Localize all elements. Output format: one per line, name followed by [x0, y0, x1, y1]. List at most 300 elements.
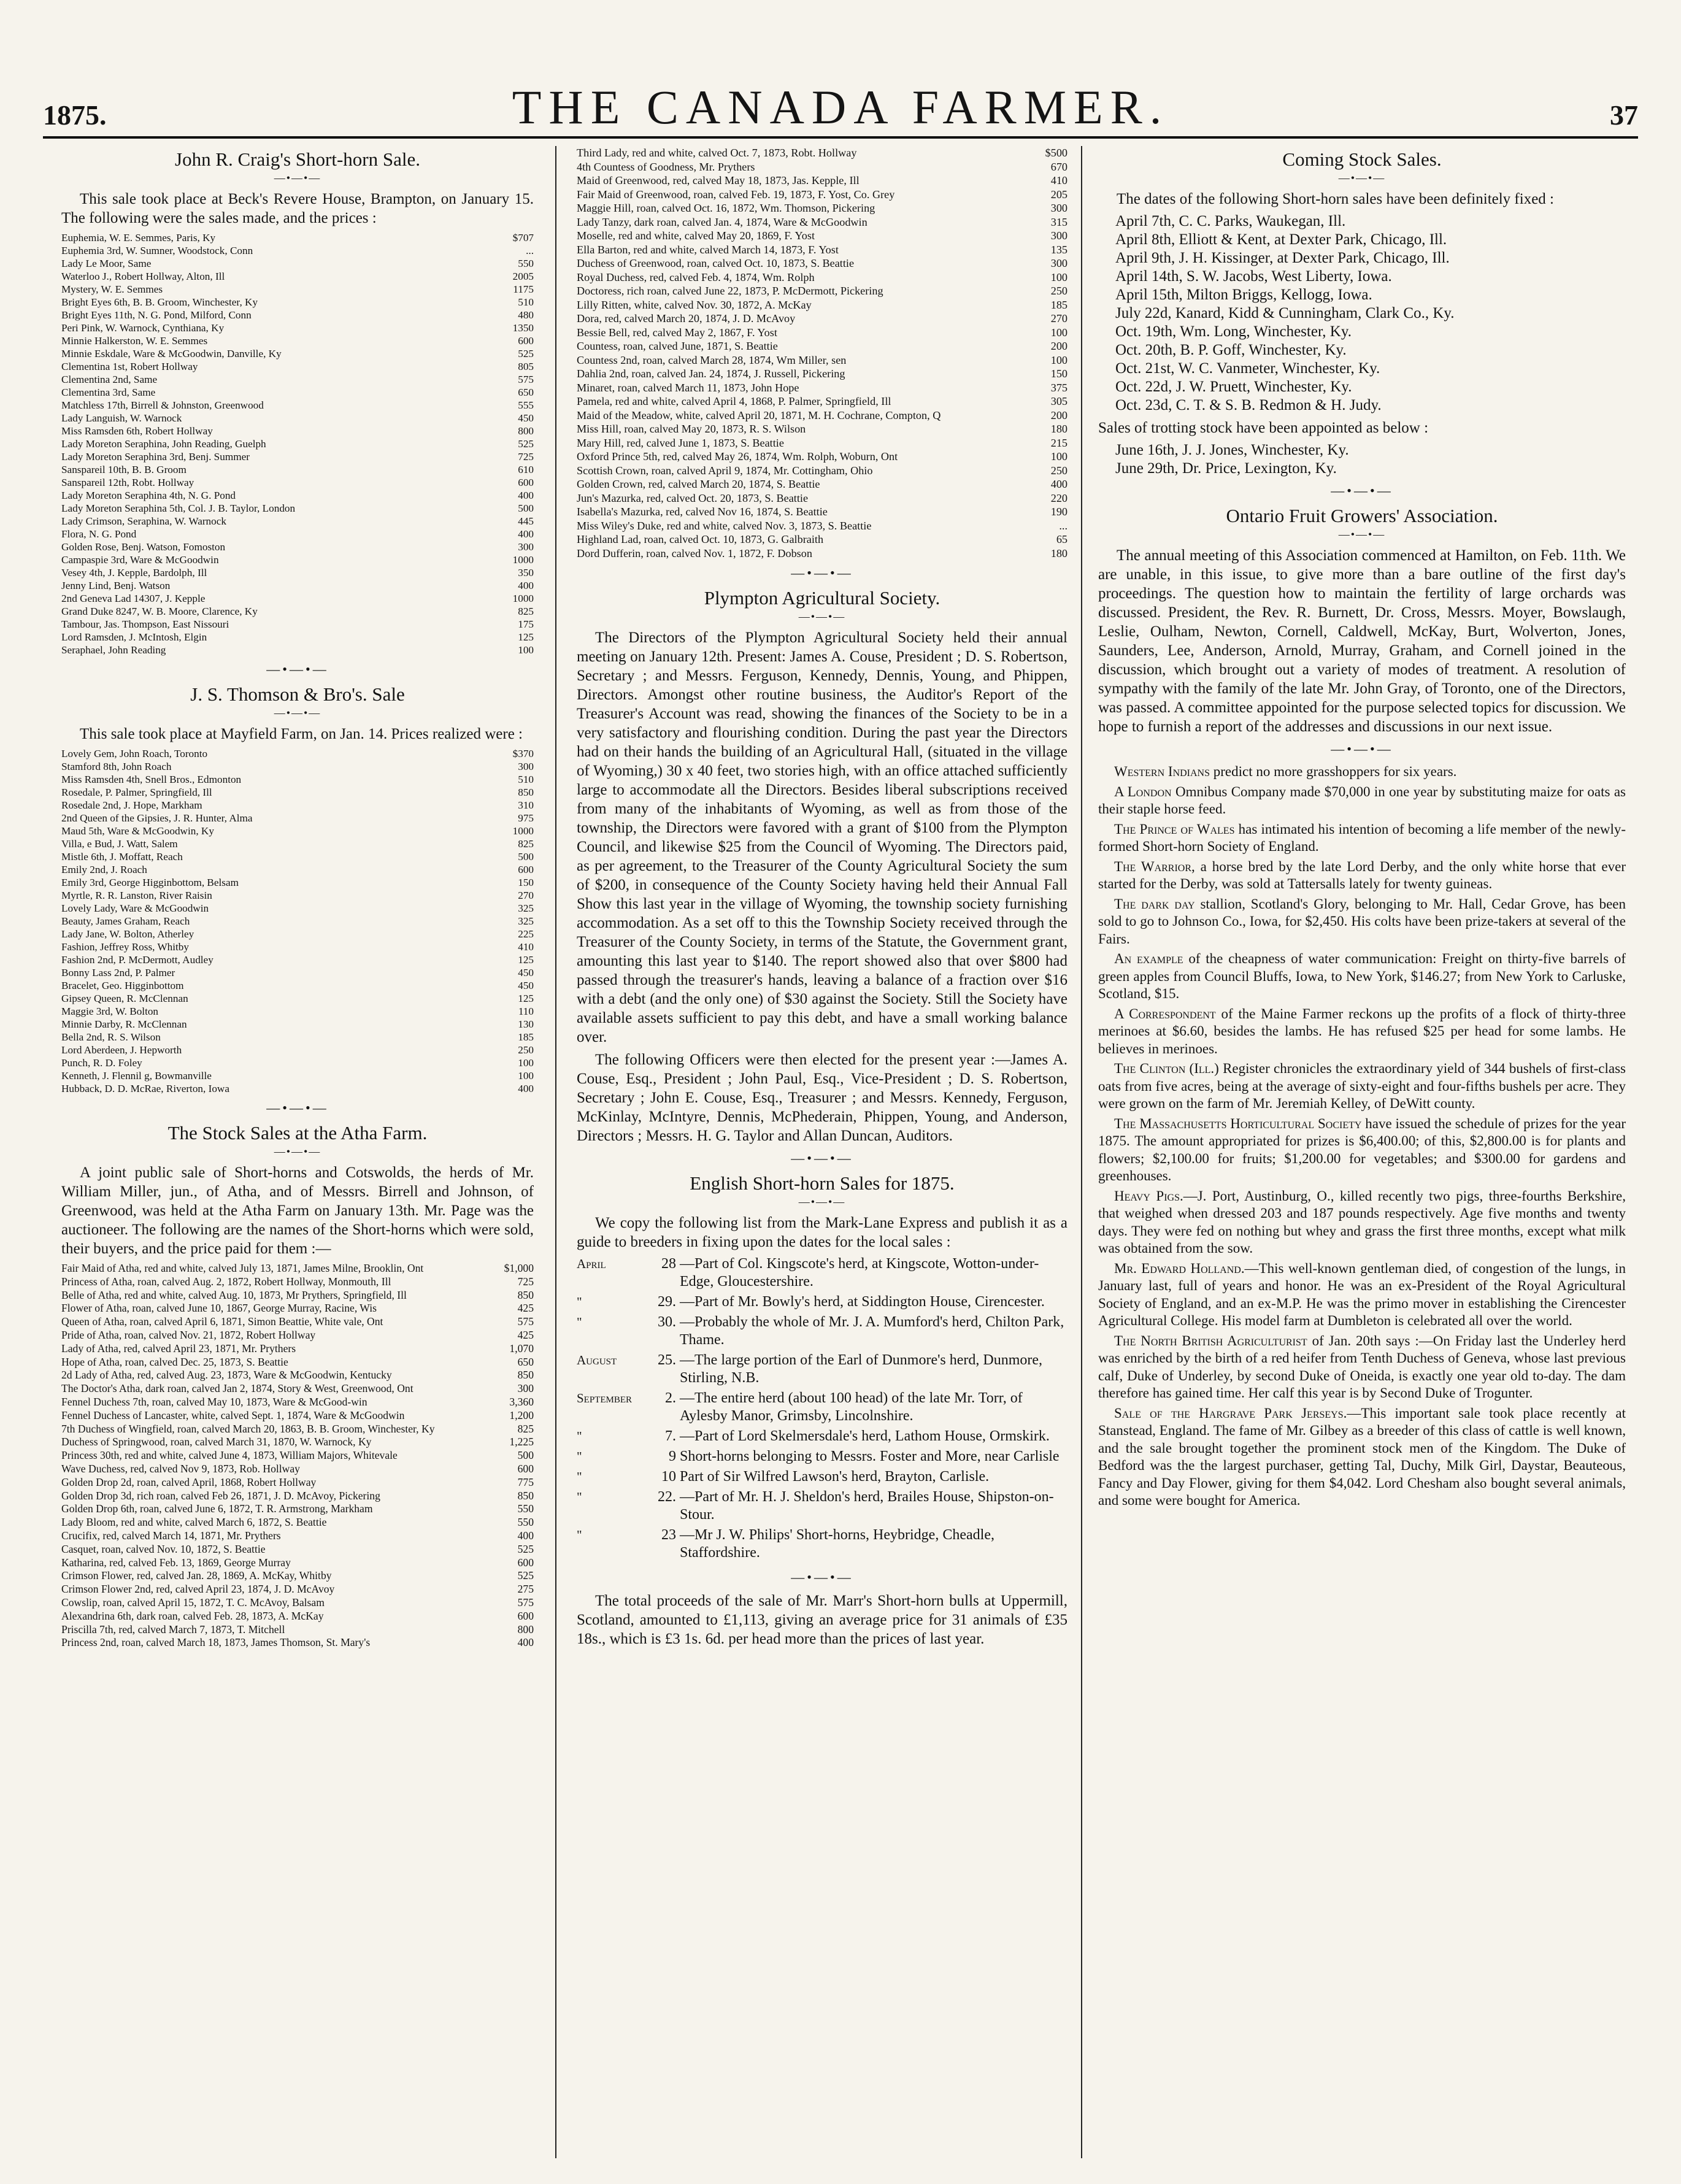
lot-description: 4th Countess of Goodness, Mr. Prythers [577, 160, 755, 173]
lot-description: Matchless 17th, Birrell & Johnston, Greenwood [61, 399, 264, 411]
lot-row [61, 1289, 534, 1302]
lot-description: Jun's Mazurka, red, calved Oct. 20, 1873, S. Beattie [577, 491, 809, 504]
lot-price: 225 [518, 928, 534, 940]
sale-date-row [577, 1448, 1067, 1468]
lot-description: Tambour, Jas. Thompson, East Nissouri [61, 618, 229, 630]
lot-price: 180 [1050, 423, 1067, 435]
sale-date-row [577, 1255, 1067, 1293]
lot-price: 600 [517, 1556, 534, 1569]
lot-row [577, 256, 1067, 271]
lot-row [61, 940, 534, 953]
lot-description: Countess 2nd, roan, calved March 28, 1874, Wm Miller, sen [577, 353, 847, 366]
lot-description: Punch, R. D. Foley [61, 1057, 142, 1069]
news-note [1098, 950, 1626, 1003]
lot-description: 2d Lady of Atha, red, calved Aug. 23, 1873, Ware & McGoodwin, Kentucky [61, 1369, 392, 1382]
news-note [1098, 1332, 1626, 1402]
sale-description: —Part of Lord Skelmersdale's herd, Lathom House, Ormskirk. [680, 1428, 1050, 1444]
column-3 [1098, 146, 1626, 2152]
lot-price: 850 [517, 1369, 534, 1382]
lot-price: 270 [1050, 312, 1067, 325]
lot-price: 550 [517, 1516, 534, 1529]
lot-row [577, 201, 1067, 215]
lot-row [61, 1315, 534, 1329]
lot-row [61, 321, 534, 334]
lot-price: 150 [1050, 367, 1067, 380]
lot-description: Dahlia 2nd, roan, calved Jan. 24, 1874, J. Russell, Pickering [577, 367, 845, 380]
sale-date-row [577, 1352, 1067, 1390]
lot-row [61, 463, 534, 476]
ornament: —•—•— [798, 610, 846, 623]
lot-description: Lovely Gem, John Roach, Toronto [61, 748, 208, 759]
lot-description: Peri Pink, W. Warnock, Cynthiana, Ky [61, 322, 225, 334]
news-note [1098, 1060, 1626, 1113]
lot-price: $500 [1045, 147, 1067, 159]
lot-description: Miss Ramsden 4th, Snell Bros., Edmonton [61, 774, 242, 785]
scheduled-sale: Oct. 19th, Wm. Long, Winchester, Ky. [1115, 323, 1352, 340]
lot-row [61, 1329, 534, 1342]
lot-row [61, 979, 534, 992]
lot-price: 125 [518, 954, 534, 966]
lot-description: Clementina 3rd, Same [61, 386, 156, 398]
lot-description: Bright Eyes 6th, B. B. Groom, Winchester, Ky [61, 296, 258, 308]
page-number: 37 [1610, 99, 1638, 131]
lot-description: Lord Aberdeen, J. Hepworth [61, 1044, 182, 1056]
lot-row [61, 605, 534, 618]
ornament: —•—•— [1331, 483, 1393, 498]
ontario-title: Ontario Fruit Growers' Association. [1226, 505, 1498, 526]
lot-description: Crimson Flower 2nd, red, calved April 23, 1874, J. D. McAvoy [61, 1583, 335, 1596]
lot-price: 600 [517, 1609, 534, 1622]
lot-description: Jenny Lind, Benj. Watson [61, 580, 171, 591]
note-lead: Heavy Pigs. [1114, 1188, 1183, 1204]
lot-description: Lady Tanzy, dark roan, calved Jan. 4, 1874, Ware & McGoodwin [577, 215, 867, 228]
lot-row [577, 339, 1067, 353]
lot-description: Katharina, red, calved Feb. 13, 1869, George Murray [61, 1556, 291, 1569]
lot-description: Wave Duchess, red, calved Nov 9, 1873, Rob. Hollway [61, 1462, 300, 1475]
lot-price: 1000 [512, 593, 534, 604]
lot-description: Lady Moreton Seraphina, John Reading, Guelph [61, 438, 266, 450]
sale-description: Part of Sir Wilfred Lawson's herd, Brayton, Carlisle. [680, 1469, 990, 1485]
scheduled-sale: Oct. 23d, C. T. & S. B. Redmon & H. Judy. [1115, 397, 1382, 413]
note-text: —J. Port, Austinburg, O., killed recently two pigs, three-fourths Berkshire, that weighed when dressed 203 and 187 pounds respectively. Age five months and twenty days. They were fed on nothing but whey and grass the first three months, except what milk was obtained from the sow. [1098, 1188, 1626, 1256]
lot-description: Myrtle, R. R. Lanston, River Raisin [61, 890, 212, 901]
news-note [1098, 1005, 1626, 1058]
lot-description: Crucifix, red, calved March 14, 1871, Mr. Prythers [61, 1529, 281, 1542]
lot-price: 125 [518, 993, 534, 1004]
lot-description: Princess of Atha, roan, calved Aug. 2, 1872, Robert Hollway, Monmouth, Ill [61, 1275, 391, 1288]
atha-lot-list [61, 1262, 534, 1650]
lot-price: 300 [1050, 229, 1067, 242]
sale-description: Short-horns belonging to Messrs. Foster and More, near Carlisle [680, 1448, 1060, 1464]
lot-row [61, 618, 534, 631]
lot-row [61, 489, 534, 502]
lot-row [577, 477, 1067, 491]
lot-price: 850 [517, 1288, 534, 1301]
lot-description: Lady of Atha, red, calved April 23, 1871, Mr. Prythers [61, 1342, 296, 1355]
lot-description: Lady Moreton Seraphina 5th, Col. J. B. Taylor, London [61, 502, 296, 514]
lot-row [61, 1018, 534, 1031]
sale-description: —Mr J. W. Philips' Short-horns, Heybridge, Cheadle, Staffordshire. [680, 1527, 994, 1561]
lot-price: 1,200 [509, 1409, 534, 1421]
sale-description: —Part of Mr. Bowly's herd, at Siddington House, Cirencester. [680, 1294, 1045, 1310]
note-text: , a horse bred by the late Lord Derby, and the only white horse that ever started for the Derby, was sold at Tattersalls lately for twenty guineas. [1098, 858, 1626, 891]
lot-description: Vesey 4th, J. Kepple, Bardolph, Ill [61, 567, 207, 579]
note-text: Omnibus Company made $70,000 in one year by substituting maize for oats as their staple horse feed. [1098, 783, 1626, 817]
thomson-intro: This sale took place at Mayfield Farm, on Jan. 14. Prices realized were : [80, 726, 523, 742]
lot-description: Rosedale, P. Palmer, Springfield, Ill [61, 786, 212, 798]
sale-day: 28 [661, 1256, 676, 1272]
thomson-lot-list [61, 747, 534, 1095]
lot-row [61, 1342, 534, 1356]
sale-date-row [577, 1526, 1067, 1564]
lot-row [61, 786, 534, 799]
lot-description: Maggie Hill, roan, calved Oct. 16, 1872, Wm. Thomson, Pickering [577, 202, 875, 214]
lot-price: 425 [517, 1328, 534, 1341]
lot-price: 805 [518, 361, 534, 372]
atha-lot-list-continued [577, 146, 1067, 560]
scheduled-sale: June 29th, Dr. Price, Lexington, Ky. [1115, 460, 1337, 477]
sale-month: " [577, 1528, 582, 1542]
sale-day: 23 [661, 1527, 676, 1543]
lot-row [61, 360, 534, 373]
note-text: stallion, Scotland's Glory, belonging to Mr. Hall, Cedar Grove, has been sold to go to Johnson Co., Iowa, for $2,450. His colts have been prize-takers at several of the Fairs. [1098, 896, 1626, 947]
english-sales-table [577, 1255, 1067, 1564]
scheduled-sale: April 14th, S. W. Jacobs, West Liberty, Iowa. [1115, 268, 1392, 285]
lot-description: Duchess of Greenwood, roan, calved Oct. 10, 1873, S. Beattie [577, 257, 855, 269]
lot-description: Third Lady, red and white, calved Oct. 7, 1873, Robt. Hollway [577, 147, 857, 159]
lot-description: Casquet, roan, calved Nov. 10, 1872, S. Beattie [61, 1542, 266, 1555]
lot-description: Euphemia 3rd, W. Sumner, Woodstock, Conn [61, 245, 253, 256]
lot-price: 150 [518, 877, 534, 888]
ontario-paragraph: The annual meeting of this Association commenced at Hamilton, on Feb. 11th. We are unable, in this issue, to give more than a bare outline of the first day's proceedings. The question how to maintain the fertility of large orchards was discussed. President, the Rev. R. Burnett, Dr. Cross, Messrs. Moyer, Bowslaugh, Leslie, Oulham, Newton, Cornell, Caldwell, McKay, Burt, Wolverton, Jones, Saunders, Lee, Anderson, Arnold, Murray, Graham, and Cornell joined in the discussion, which brought out a variety of modes of treatment. A resolution of sympathy with the family of the late Mr. John Gray, of Toronto, one of the Directors, was passed. A committee appointed for the purpose selected topics for discussion. We hope to furnish a report of the addresses and discussions in our next issue. [1098, 547, 1626, 735]
note-text: has intimated his intention of becoming a life member of the newly-formed Short-horn Society of England. [1098, 821, 1626, 854]
lot-row [577, 188, 1067, 202]
lot-price: 375 [1050, 381, 1067, 394]
news-note [1098, 1260, 1626, 1330]
lot-price: 125 [518, 631, 534, 643]
lot-price: 100 [1050, 326, 1067, 339]
lot-description: Grand Duke 8247, W. B. Moore, Clarence, Ky [61, 606, 258, 617]
lot-row [577, 243, 1067, 257]
lot-row [577, 326, 1067, 340]
lot-price: 180 [1050, 547, 1067, 559]
lot-price: 575 [517, 1596, 534, 1609]
lot-description: Maggie 3rd, W. Bolton [61, 1005, 159, 1017]
lot-price: 110 [518, 1005, 534, 1017]
column-divider [1081, 146, 1082, 2158]
lot-row [61, 1596, 534, 1610]
lot-description: Dord Dufferin, roan, calved Nov. 1, 1872, F. Dobson [577, 547, 812, 559]
lot-row [61, 631, 534, 644]
lot-price: 325 [518, 902, 534, 914]
column-1 [61, 146, 534, 2152]
lot-description: Lovely Lady, Ware & McGoodwin [61, 902, 209, 914]
lot-description: Lady Languish, W. Warnock [61, 412, 182, 424]
lot-row [61, 1543, 534, 1556]
lot-price: 510 [518, 296, 534, 308]
note-lead: An example [1114, 951, 1183, 966]
lot-description: Golden Drop 6th, roan, calved June 6, 1872, T. R. Armstrong, Markham [61, 1502, 373, 1515]
lot-description: Mystery, W. E. Semmes [61, 283, 163, 295]
lot-row [577, 547, 1067, 561]
lot-row [577, 450, 1067, 464]
lot-price: 450 [518, 412, 534, 424]
lot-row [61, 1031, 534, 1044]
lot-row [577, 160, 1067, 174]
lot-price: 400 [1050, 478, 1067, 490]
scheduled-sale: July 22d, Kanard, Kidd & Cunningham, Clark Co., Ky. [1115, 305, 1455, 321]
english-sales-title: English Short-horn Sales for 1875. [690, 1172, 955, 1194]
sale-month: " [577, 1449, 582, 1464]
lot-price: 600 [517, 1462, 534, 1475]
english-intro: We copy the following list from the Mark-Lane Express and publish it as a guide to breeders in fixing upon the dates for the local sales : [577, 1215, 1067, 1250]
sale-description: —Part of Col. Kingscote's herd, at Kingscote, Wotton-under-Edge, Gloucestershire. [680, 1256, 1039, 1290]
lot-description: Fair Maid of Greenwood, roan, calved Feb. 19, 1873, F. Yost, Co. Grey [577, 188, 895, 201]
lot-row [61, 528, 534, 540]
lot-row [61, 1610, 534, 1623]
sale-day: 30. [658, 1314, 676, 1330]
lot-price: 850 [518, 786, 534, 798]
lot-price: 600 [518, 477, 534, 488]
lot-description: Lady Bloom, red and white, calved March 6, 1872, S. Beattie [61, 1516, 327, 1529]
scheduled-sale: April 8th, Elliott & Kent, at Dexter Park, Chicago, Ill. [1115, 231, 1447, 248]
lot-price: 400 [518, 580, 534, 591]
scheduled-sale: Oct. 21st, W. C. Vanmeter, Winchester, Ky. [1115, 360, 1380, 377]
lot-row [577, 394, 1067, 409]
lot-row [577, 367, 1067, 381]
sale-description: —The entire herd (about 100 head) of the late Mr. Torr, of Aylesby Manor, Grimsby, Lincolnshire. [680, 1390, 1023, 1424]
lot-description: Hubback, D. D. McRae, Riverton, Iowa [61, 1083, 229, 1094]
lot-price: 1000 [512, 825, 534, 837]
lot-description: Bella 2nd, R. S. Wilson [61, 1031, 161, 1043]
lot-description: Princess 2nd, roan, calved March 18, 1873, James Thomson, St. Mary's [61, 1636, 371, 1649]
lot-description: 2nd Queen of the Gipsies, J. R. Hunter, Alma [61, 812, 253, 824]
lot-row [61, 915, 534, 928]
lot-price: 450 [518, 980, 534, 991]
lot-price: 185 [518, 1031, 534, 1043]
lot-row [61, 1069, 534, 1082]
lot-price: 525 [517, 1542, 534, 1555]
lot-description: Moselle, red and white, calved May 20, 1869, F. Yost [577, 229, 815, 242]
ornament: —•—•— [791, 1569, 853, 1585]
lot-description: Villa, e Bud, J. Watt, Salem [61, 838, 178, 850]
news-note [1098, 821, 1626, 856]
lot-row [577, 505, 1067, 519]
lot-price: 825 [518, 838, 534, 850]
sale-month: " [577, 1429, 582, 1444]
sale-day: 2. [665, 1390, 676, 1406]
note-lead: Sale of the Hargrave Park Jerseys. [1114, 1405, 1347, 1421]
sale-day: 10 [661, 1469, 676, 1485]
lot-price: 175 [518, 618, 534, 630]
lot-price: 130 [518, 1018, 534, 1030]
sale-description: —The large portion of the Earl of Dunmore's herd, Dunmore, Stirling, N.B. [680, 1352, 1043, 1386]
lot-row [61, 309, 534, 321]
lot-price: 725 [518, 451, 534, 463]
note-lead: Mr. Edward Holland. [1114, 1260, 1245, 1276]
lot-price: 775 [517, 1475, 534, 1488]
scheduled-sale: Oct. 22d, J. W. Pruett, Winchester, Ky. [1115, 379, 1352, 395]
lot-row [61, 1396, 534, 1409]
note-text: —This important sale took place recently at Stanstead, England. The fame of Mr. Gilbey as a breeder of this class of cattle is well known, and the sale brought together the prominent stock men of the Kingdom. The Duke of Bedford was the the largest purchaser, getting Tal, Duchy, Milk Girl, Daystar, Beauteous, Fancy and Day Flower, giving for them $4,042. Lord Chesham also bought several animals, and some were bought for America. [1098, 1405, 1626, 1508]
note-text: of the cheapness of water communication: Freight on thirty-five barrels of green apples from Council Bluffs, Iowa, to New York, $146.27; from New York to Carluske, Scotland, $15. [1098, 951, 1626, 1001]
ornament: —•—•— [274, 172, 321, 184]
lot-price: 190 [1050, 506, 1067, 518]
lot-row [61, 1463, 534, 1476]
news-note [1098, 1405, 1626, 1510]
masthead [43, 79, 1638, 135]
lot-description: Scottish Crown, roan, calved April 9, 1874, Mr. Cottingham, Ohio [577, 464, 873, 477]
news-notes [1098, 763, 1626, 1510]
lot-row [61, 1302, 534, 1315]
sale-day: 25. [658, 1352, 676, 1368]
lot-row [61, 425, 534, 437]
lot-description: Oxford Prince 5th, red, calved May 26, 1874, Wm. Rolph, Woburn, Ont [577, 450, 898, 463]
ornament: —•—•— [791, 1150, 853, 1166]
news-note [1098, 783, 1626, 818]
lot-price: 400 [517, 1529, 534, 1542]
lot-description: Maud 5th, Ware & McGoodwin, Ky [61, 825, 214, 837]
lot-row [61, 296, 534, 309]
lot-row [61, 1005, 534, 1018]
lot-row [61, 1275, 534, 1289]
news-note [1098, 763, 1626, 781]
lot-row [577, 422, 1067, 436]
lot-row [577, 409, 1067, 423]
lot-row [61, 283, 534, 296]
lot-description: Alexandrina 6th, dark roan, calved Feb. 28, 1873, A. McKay [61, 1609, 324, 1622]
lot-row [61, 1516, 534, 1529]
lot-description: Isabella's Mazurka, red, calved Nov 16, 1874, S. Beattie [577, 506, 828, 518]
note-lead: The Prince of Wales [1114, 821, 1235, 837]
scheduled-sale: Oct. 20th, B. P. Goff, Winchester, Ky. [1115, 342, 1347, 358]
lot-price: 315 [1050, 215, 1067, 228]
lot-description: Beauty, James Graham, Reach [61, 915, 190, 927]
coming-sales-title: Coming Stock Sales. [1282, 148, 1442, 170]
lot-description: Gipsey Queen, R. McClennan [61, 993, 188, 1004]
lot-description: Fashion 2nd, P. McDermott, Audley [61, 954, 213, 966]
lot-price: $370 [512, 748, 534, 759]
lot-price: 300 [517, 1382, 534, 1395]
scheduled-sale: April 9th, J. H. Kissinger, at Dexter Park, Chicago, Ill. [1115, 250, 1450, 266]
lot-price: 825 [517, 1422, 534, 1435]
lot-row [61, 450, 534, 463]
lot-row [61, 825, 534, 837]
lot-description: Golden Rose, Benj. Watson, Fomoston [61, 541, 226, 553]
lot-price: 1,070 [509, 1342, 534, 1355]
lot-description: Sanspareil 12th, Robt. Hollway [61, 477, 194, 488]
note-text: of the Maine Farmer reckons up the profits of a flock of thirty-three merinoes at $6.60, besides the lambs. He has refused $25 per head for some lambs. He believes in merinoes. [1098, 1005, 1626, 1056]
lot-description: Pamela, red and white, calved April 4, 1868, P. Palmer, Springfield, Ill [577, 395, 891, 407]
lot-row [61, 799, 534, 812]
sale-month: August [577, 1353, 617, 1367]
lot-price: 555 [518, 399, 534, 411]
lot-price: 525 [517, 1569, 534, 1582]
lot-row [61, 1476, 534, 1490]
lot-row [61, 992, 534, 1005]
lot-price: 525 [518, 348, 534, 360]
plympton-paragraph-1: The Directors of the Plympton Agricultural Society held their annual meeting on January 12th. Present: James A. Couse, President ; D. S. Robertson, Secretary ; and Messrs. Ferguson, Kennedy, Dennis, Young, and Phippen, Directors. Amongst other routine business, the Auditor's Report of the Treasurer's Account was read, showing the finances of the Society to be in a very satisfactory and flourishing condition. During the past year the Directors had on their hands the building of an Agricultural Hall, (situated in the village of Wyoming,) 30 x 40 feet, two stories high, with an office attached sufficiently large to accommodate all the Directors. Besides liberal subscriptions received from many of the inhabitants of Wyoming, as well as from those of the township, the Directors were favored with a grant of $100 from the Plympton Council, and likewise $25 from the Council of Wyoming. The Directors paid, as per agreement, to the Treasurer of the County Agricultural Society the sum of $200, in consequence of the County Society having held their Annual Fall Show this last year in the village of Wyoming, the township society furnishing accommodation. As a set off to this the Township Society received through the Treasurer of the County Society, in terms of the Statute, the Government grant, amounting this last year to $140. The report showed also that over $800 had passed through the treasurer's hands, leaving a balance of a fraction over $16 with a debt (and the only one) of $30 against the Society. Still the Society have available assets sufficient to pay this debt, and have a small working balance over. [577, 629, 1067, 1045]
lot-row [61, 1623, 534, 1637]
note-lead: A London [1114, 783, 1172, 799]
lot-price: 250 [518, 1044, 534, 1056]
lot-price: 1175 [513, 283, 534, 295]
masthead-rule [43, 136, 1638, 139]
lot-price: 500 [518, 851, 534, 863]
lot-price: 725 [517, 1275, 534, 1288]
lot-price: 270 [518, 890, 534, 901]
lot-price: 480 [518, 309, 534, 321]
lot-row [577, 174, 1067, 188]
lot-description: The Doctor's Atha, dark roan, calved Jan 2, 1874, Story & West, Greenwood, Ont [61, 1382, 414, 1395]
ornament: —•—•— [274, 707, 321, 719]
lot-price: 100 [1050, 353, 1067, 366]
lot-price: ... [526, 245, 534, 256]
news-note [1098, 858, 1626, 893]
scheduled-sale: April 15th, Milton Briggs, Kellogg, Iowa. [1115, 286, 1372, 303]
lot-price: 975 [518, 812, 534, 824]
sale-date-row [577, 1390, 1067, 1428]
lot-description: Lord Ramsden, J. McIntosh, Elgin [61, 631, 207, 643]
lot-row [61, 437, 534, 450]
lot-row [61, 1583, 534, 1596]
lot-description: Dora, red, calved March 20, 1874, J. D. McAvoy [577, 312, 796, 325]
lot-description: Rosedale 2nd, J. Hope, Markham [61, 799, 202, 811]
sale-day: 7. [665, 1428, 676, 1444]
lot-price: 600 [518, 864, 534, 875]
lot-description: Stamford 8th, John Roach [61, 761, 172, 772]
lot-description: 2nd Geneva Lad 14307, J. Kepple [61, 593, 206, 604]
lot-description: Minaret, roan, calved March 11, 1873, John Hope [577, 381, 799, 394]
atha-intro: A joint public sale of Short-horns and Cotswolds, the herds of Mr. William Miller, jun., of Atha, and of Messrs. Birrell and Johnson, of Greenwood, was held at the Atha Farm on January 13th. Mr. Page was the auctioneer. The following are the names of the Short-horns which were sold, their buyers, and the price paid for them :— [61, 1164, 534, 1257]
lot-row [577, 519, 1067, 533]
lot-price: 450 [518, 967, 534, 979]
lot-description: Princess 30th, red and white, calved June 4, 1873, William Majors, Whitevale [61, 1449, 398, 1462]
lot-description: Campaspie 3rd, Ware & McGoodwin [61, 554, 219, 566]
lot-price: 3,360 [509, 1395, 534, 1408]
lot-description: Golden Drop 3d, rich roan, calved Feb 26, 1871, J. D. McAvoy, Pickering [61, 1489, 380, 1502]
sale-date-row [577, 1468, 1067, 1488]
craig-intro: This sale took place at Beck's Revere House, Brampton, on January 15. The following were the sales made, and the prices : [61, 191, 534, 226]
lot-description: Fair Maid of Atha, red and white, calved July 13, 1871, James Milne, Brooklin, Ont [61, 1262, 424, 1274]
lot-description: Minnie Eskdale, Ware & McGoodwin, Danville, Ky [61, 348, 282, 360]
lot-description: Pride of Atha, roan, calved Nov. 21, 1872, Robert Hollway [61, 1328, 316, 1341]
lot-row [61, 1056, 534, 1069]
lot-description: Miss Wiley's Duke, red and white, calved Nov. 3, 1873, S. Beattie [577, 519, 872, 532]
lot-row [577, 271, 1067, 285]
lot-description: Hope of Atha, roan, calved Dec. 25, 1873, S. Beattie [61, 1355, 288, 1368]
news-note [1098, 1115, 1626, 1185]
lot-row [61, 270, 534, 283]
lot-row [61, 747, 534, 760]
lot-description: Mary Hill, red, calved June 1, 1873, S. Beattie [577, 436, 784, 449]
sale-month: " [577, 1315, 582, 1329]
lot-row [61, 386, 534, 399]
lot-row [61, 1369, 534, 1382]
lot-description: Golden Crown, red, calved March 20, 1874, S. Beattie [577, 478, 820, 490]
lot-row [61, 1569, 534, 1583]
lot-row [61, 231, 534, 244]
lot-price: 250 [1050, 464, 1067, 477]
lot-price: 500 [518, 502, 534, 514]
note-lead: The Massachusetts Horticultural Society [1114, 1115, 1362, 1131]
lot-row [61, 1409, 534, 1423]
sale-day: 9 [669, 1448, 676, 1464]
craig-sale-title: John R. Craig's Short-horn Sale. [175, 148, 420, 170]
note-text: predict no more grasshoppers for six years. [1210, 764, 1457, 779]
lot-row [577, 146, 1067, 160]
lot-row [61, 953, 534, 966]
